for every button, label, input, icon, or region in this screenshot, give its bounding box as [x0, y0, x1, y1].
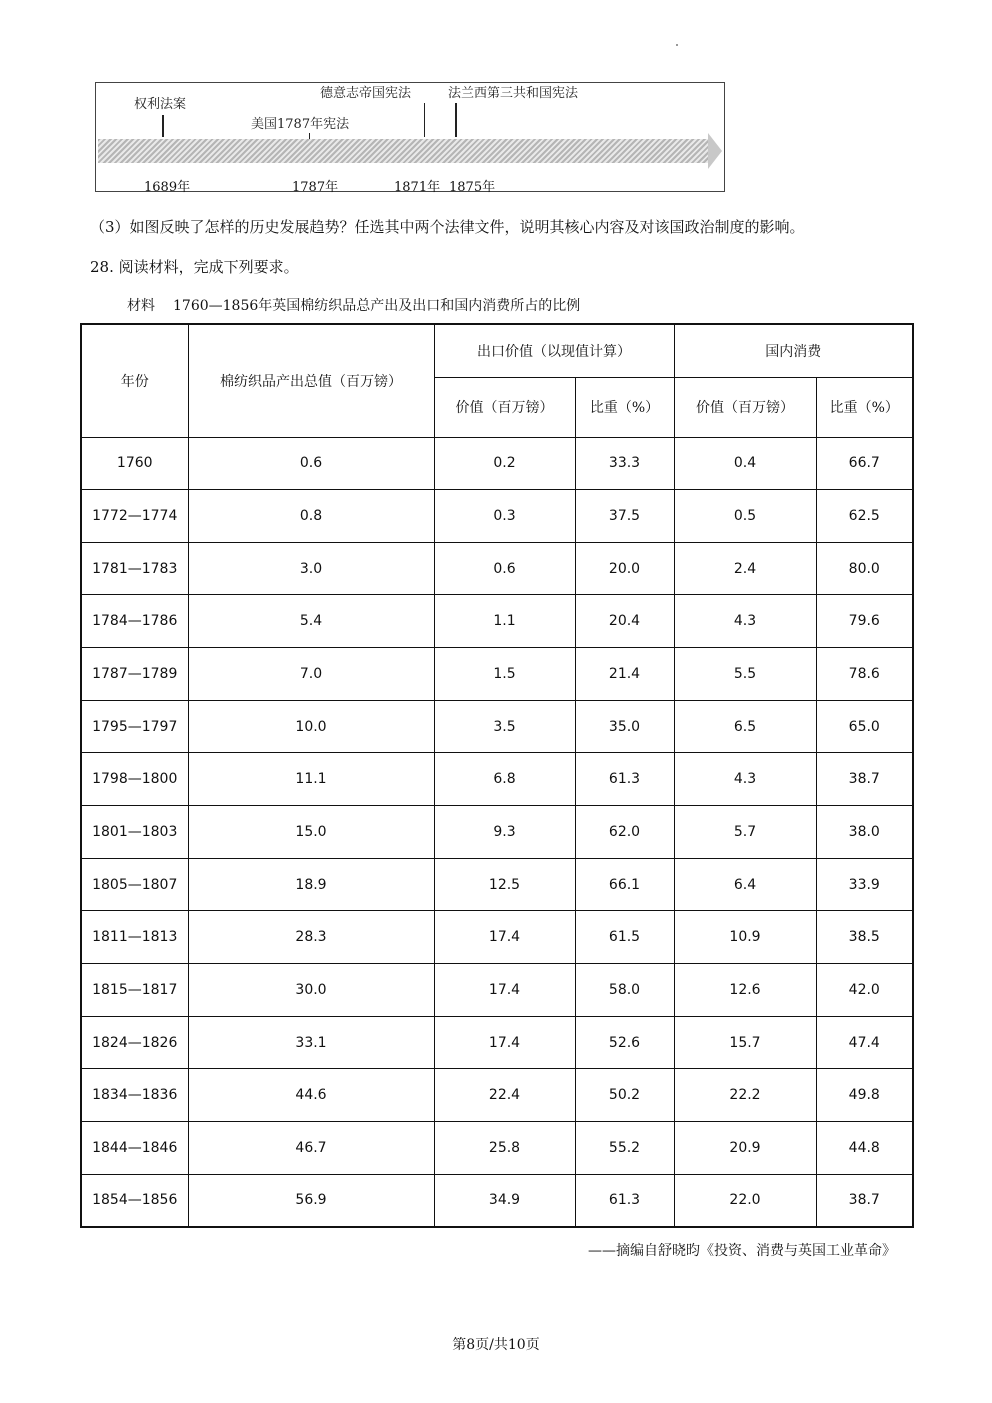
timeline-label-bill-of-rights: 权利法案	[134, 97, 187, 112]
table-cell: 3.0	[188, 542, 434, 595]
timeline-year-1875: 1875年	[449, 180, 496, 195]
table-cell: 17.4	[434, 1016, 575, 1069]
table-cell: 1801—1803	[81, 806, 188, 859]
table-cell: 61.5	[575, 911, 674, 964]
table-row	[81, 911, 913, 964]
table-cell: 34.9	[434, 1174, 575, 1227]
table-cell: 15.0	[188, 806, 434, 859]
table-cell: 20.4	[575, 595, 674, 648]
cotton-output-table	[80, 323, 914, 1228]
source-citation: ——摘编自舒晓昀《投资、消费与英国工业革命》	[588, 1243, 896, 1259]
table-cell: 30.0	[188, 964, 434, 1017]
table-cell: 33.3	[575, 437, 674, 490]
table-cell: 80.0	[816, 542, 913, 595]
table-cell: 58.0	[575, 964, 674, 1017]
table-cell: 18.9	[188, 858, 434, 911]
timeline-label-german-constitution: 德意志帝国宪法	[320, 86, 412, 101]
table-cell: 38.0	[816, 806, 913, 859]
table-cell: 2.4	[674, 542, 816, 595]
timeline-year-1871: 1871年	[394, 180, 441, 195]
table-cell: 66.1	[575, 858, 674, 911]
table-cell: 62.5	[816, 490, 913, 543]
header-export: 出口价值（以现值计算）	[434, 324, 674, 377]
material-title: 1760—1856年英国棉纺织品总产出及出口和国内消费所占的比例	[173, 298, 581, 314]
table-cell: 52.6	[575, 1016, 674, 1069]
table-row	[81, 595, 913, 648]
table-cell: 35.0	[575, 700, 674, 753]
table-cell: 47.4	[816, 1016, 913, 1069]
table-cell: 0.4	[674, 437, 816, 490]
table-cell: 78.6	[816, 648, 913, 701]
table-cell: 65.0	[816, 700, 913, 753]
table-row	[81, 490, 913, 543]
header-total-output: 棉纺织品产出总值（百万镑）	[188, 324, 434, 437]
table-cell: 12.6	[674, 964, 816, 1017]
table-cell: 28.3	[188, 911, 434, 964]
table-cell: 9.3	[434, 806, 575, 859]
table-cell: 25.8	[434, 1122, 575, 1175]
table-cell: 49.8	[816, 1069, 913, 1122]
table-cell: 1805—1807	[81, 858, 188, 911]
table-cell: 62.0	[575, 806, 674, 859]
table-row	[81, 1122, 913, 1175]
table-cell: 46.7	[188, 1122, 434, 1175]
table-cell: 0.6	[188, 437, 434, 490]
material-label: 材料	[127, 298, 155, 314]
table-cell: 5.5	[674, 648, 816, 701]
table-cell: 1787—1789	[81, 648, 188, 701]
table-cell: 17.4	[434, 911, 575, 964]
timeline-label-us-constitution: 美国1787年宪法	[251, 117, 350, 132]
table-row	[81, 648, 913, 701]
table-row	[81, 806, 913, 859]
table-cell: 11.1	[188, 753, 434, 806]
table-cell: 5.4	[188, 595, 434, 648]
table-cell: 1760	[81, 437, 188, 490]
question-3: （3）如图反映了怎样的历史发展趋势？任选其中两个法律文件，说明其核心内容及对该国政治制度的影响。	[90, 218, 805, 236]
table-cell: 10.9	[674, 911, 816, 964]
table-cell: 42.0	[816, 964, 913, 1017]
table-cell: 22.4	[434, 1069, 575, 1122]
scan-dot	[676, 44, 678, 46]
table-cell: 44.8	[816, 1122, 913, 1175]
timeline-year-1787: 1787年	[292, 180, 339, 195]
table-cell: 10.0	[188, 700, 434, 753]
table-cell: 33.1	[188, 1016, 434, 1069]
timeline-arrow-icon	[708, 133, 722, 169]
table-cell: 15.7	[674, 1016, 816, 1069]
table-cell: 6.4	[674, 858, 816, 911]
table-cell: 1811—1813	[81, 911, 188, 964]
header-domestic-value: 价值（百万镑）	[674, 377, 816, 437]
table-cell: 12.5	[434, 858, 575, 911]
table-cell: 55.2	[575, 1122, 674, 1175]
table-cell: 1834—1836	[81, 1069, 188, 1122]
table-cell: 1815—1817	[81, 964, 188, 1017]
material-caption	[127, 295, 580, 315]
table-cell: 1.5	[434, 648, 575, 701]
table-cell: 6.5	[674, 700, 816, 753]
header-export-share: 比重（%）	[575, 377, 674, 437]
table-cell: 4.3	[674, 595, 816, 648]
table-cell: 0.6	[434, 542, 575, 595]
table-row	[81, 753, 913, 806]
table-cell: 1844—1846	[81, 1122, 188, 1175]
table-cell: 44.6	[188, 1069, 434, 1122]
table-cell: 6.8	[434, 753, 575, 806]
table-cell: 3.5	[434, 700, 575, 753]
header-domestic: 国内消费	[674, 324, 913, 377]
table-row	[81, 1174, 913, 1227]
table-row	[81, 858, 913, 911]
table-cell: 22.0	[674, 1174, 816, 1227]
timeline-label-french-constitution: 法兰西第三共和国宪法	[448, 86, 579, 101]
timeline-tick-1875	[455, 103, 457, 137]
table-cell: 0.8	[188, 490, 434, 543]
table-cell: 22.2	[674, 1069, 816, 1122]
header-domestic-share: 比重（%）	[816, 377, 913, 437]
table-cell: 7.0	[188, 648, 434, 701]
table-cell: 1824—1826	[81, 1016, 188, 1069]
table-cell: 79.6	[816, 595, 913, 648]
header-export-value: 价值（百万镑）	[434, 377, 575, 437]
table-cell: 1854—1856	[81, 1174, 188, 1227]
table-row	[81, 964, 913, 1017]
table-cell: 17.4	[434, 964, 575, 1017]
table-row	[81, 437, 913, 490]
timeline-year-1689: 1689年	[144, 180, 191, 195]
table-cell: 56.9	[188, 1174, 434, 1227]
table-cell: 1784—1786	[81, 595, 188, 648]
page-footer: 第8页/共10页	[452, 1337, 540, 1353]
table-cell: 1772—1774	[81, 490, 188, 543]
table-cell: 4.3	[674, 753, 816, 806]
table-row	[81, 1069, 913, 1122]
table-cell: 1.1	[434, 595, 575, 648]
table-cell: 50.2	[575, 1069, 674, 1122]
table-cell: 38.7	[816, 753, 913, 806]
table-cell: 21.4	[575, 648, 674, 701]
table-row	[81, 542, 913, 595]
table-cell: 61.3	[575, 753, 674, 806]
timeline-tick-1871	[424, 103, 425, 137]
table-cell: 61.3	[575, 1174, 674, 1227]
timeline-figure	[95, 82, 725, 195]
table-cell: 66.7	[816, 437, 913, 490]
timeline-tick-1689	[162, 115, 164, 137]
table-cell: 38.5	[816, 911, 913, 964]
table-row	[81, 700, 913, 753]
table-cell: 1798—1800	[81, 753, 188, 806]
table-row	[81, 1016, 913, 1069]
table-cell: 1781—1783	[81, 542, 188, 595]
table-cell: 1795—1797	[81, 700, 188, 753]
table-cell: 37.5	[575, 490, 674, 543]
table-cell: 0.3	[434, 490, 575, 543]
header-year: 年份	[81, 324, 188, 437]
table-cell: 20.9	[674, 1122, 816, 1175]
table-cell: 33.9	[816, 858, 913, 911]
question-28: 28. 阅读材料，完成下列要求。	[90, 258, 299, 276]
timeline-bar	[98, 139, 710, 163]
table-cell: 0.5	[674, 490, 816, 543]
table-cell: 5.7	[674, 806, 816, 859]
table-cell: 0.2	[434, 437, 575, 490]
table-cell: 20.0	[575, 542, 674, 595]
table-cell: 38.7	[816, 1174, 913, 1227]
